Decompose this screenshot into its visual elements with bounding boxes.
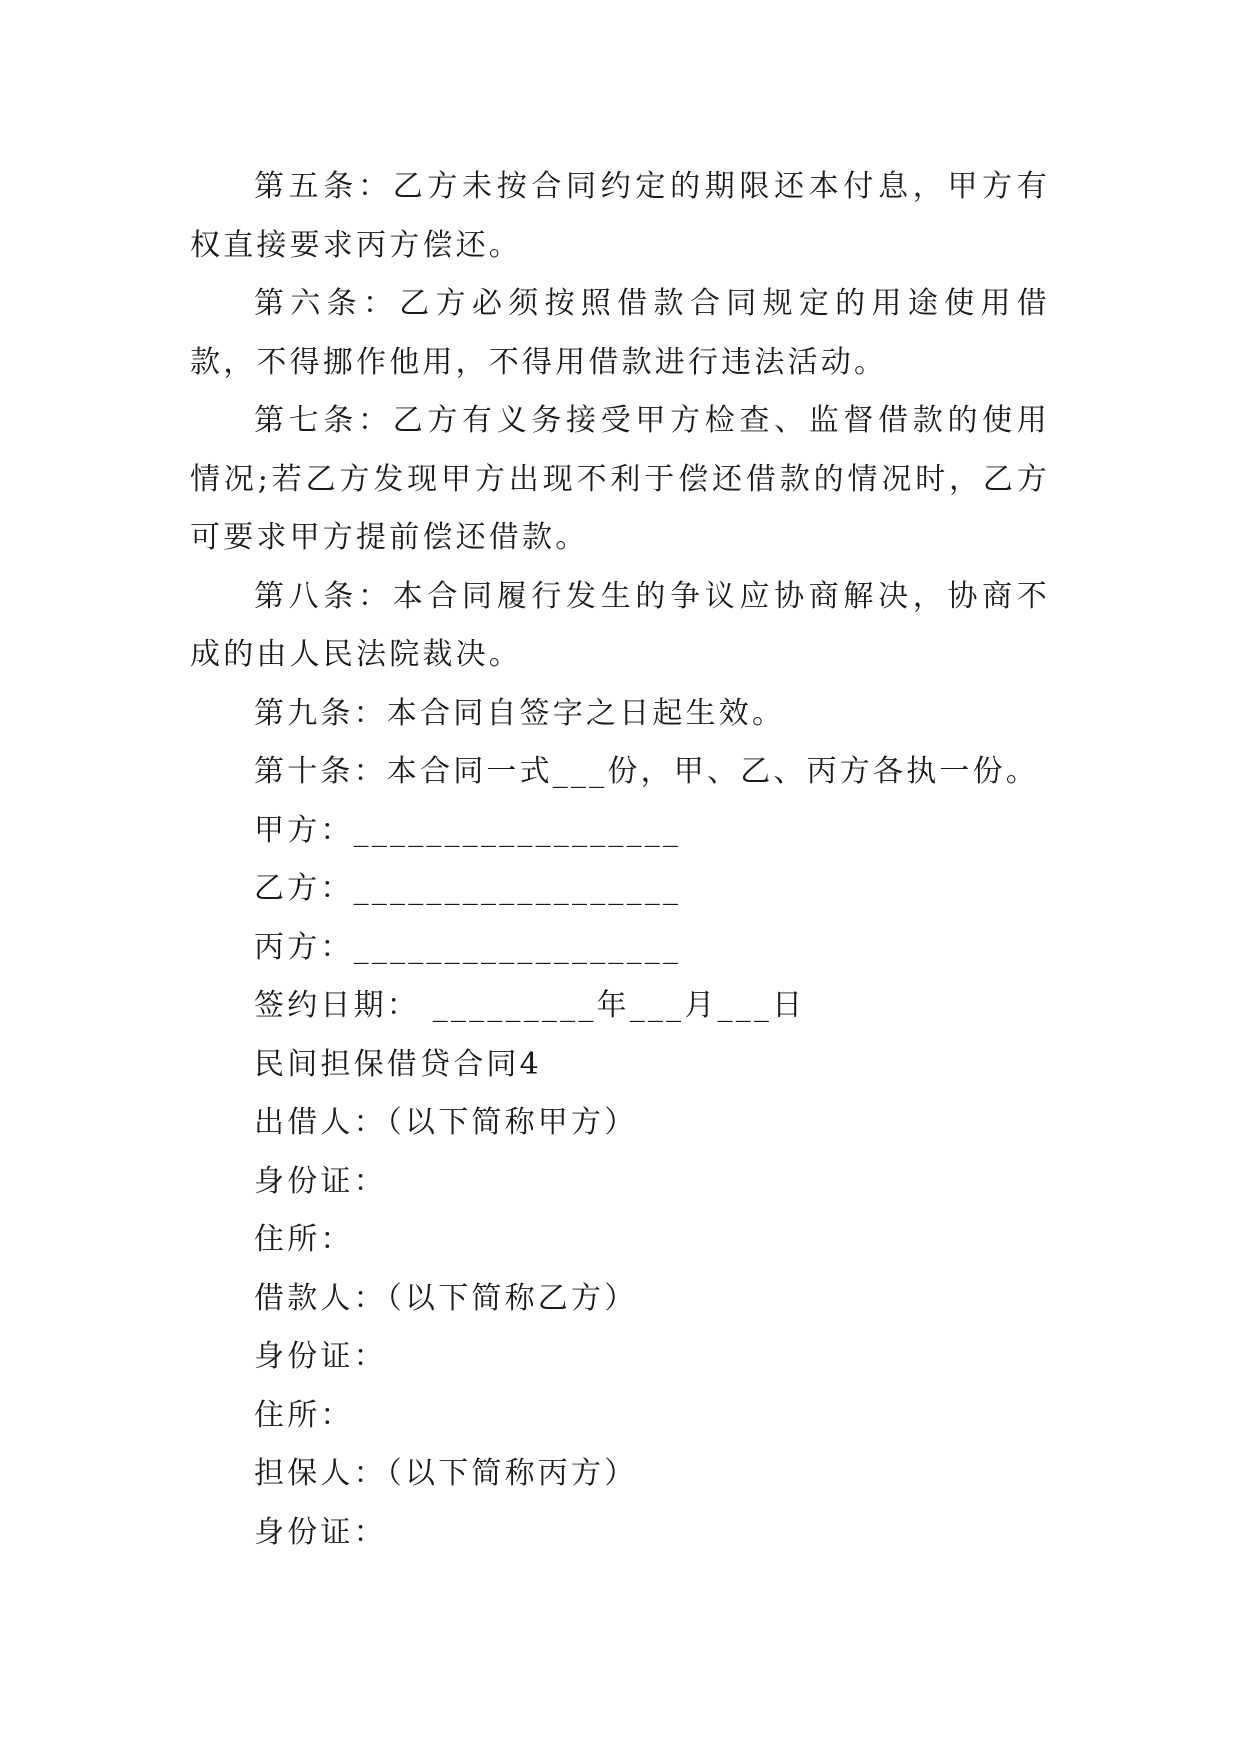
borrower-address-label: 住所： xyxy=(254,1397,354,1433)
clause-9: 第九条：本合同自签字之日起生效。 xyxy=(254,695,786,731)
clause-10: 第十条：本合同一式___份，甲、乙、丙方各执一份。 xyxy=(254,754,1039,789)
clause-6: 第六条：乙方必须按照借款合同规定的用途使用借款，不得挪作他用，不得用借款进行违法活动。 xyxy=(190,286,1050,380)
lender-address-label: 住所： xyxy=(254,1222,354,1257)
party-b-signature-line: 乙方：__________________ xyxy=(254,871,682,906)
borrower-label: 借款人：（以下简称乙方） xyxy=(254,1280,638,1316)
lender-id-label: 身份证： xyxy=(254,1163,387,1199)
guarantor-label: 担保人：（以下简称丙方） xyxy=(254,1456,638,1491)
borrower-id-label: 身份证： xyxy=(254,1339,387,1374)
party-a-signature-line: 甲方：__________________ xyxy=(254,812,682,848)
clause-5: 第五条：乙方未按合同约定的期限还本付息，甲方有权直接要求丙方偿还。 xyxy=(190,169,1050,263)
signing-date-line: 签约日期： _________年___月___日 xyxy=(254,988,806,1023)
section-title: 民间担保借贷合同4 xyxy=(254,1046,542,1082)
guarantor-id-label: 身份证： xyxy=(254,1514,387,1550)
clause-7: 第七条：乙方有义务接受甲方检查、监督借款的使用情况;若乙方发现甲方出现不利于偿还借款的情况时，乙方可要求甲方提前偿还借款。 xyxy=(190,403,1050,555)
lender-label: 出借人：（以下简称甲方） xyxy=(254,1105,638,1140)
party-c-signature-line: 丙方：__________________ xyxy=(254,929,682,965)
clause-8: 第八条：本合同履行发生的争议应协商解决，协商不成的由人民法院裁决。 xyxy=(190,578,1050,672)
document-body xyxy=(190,158,1050,1562)
